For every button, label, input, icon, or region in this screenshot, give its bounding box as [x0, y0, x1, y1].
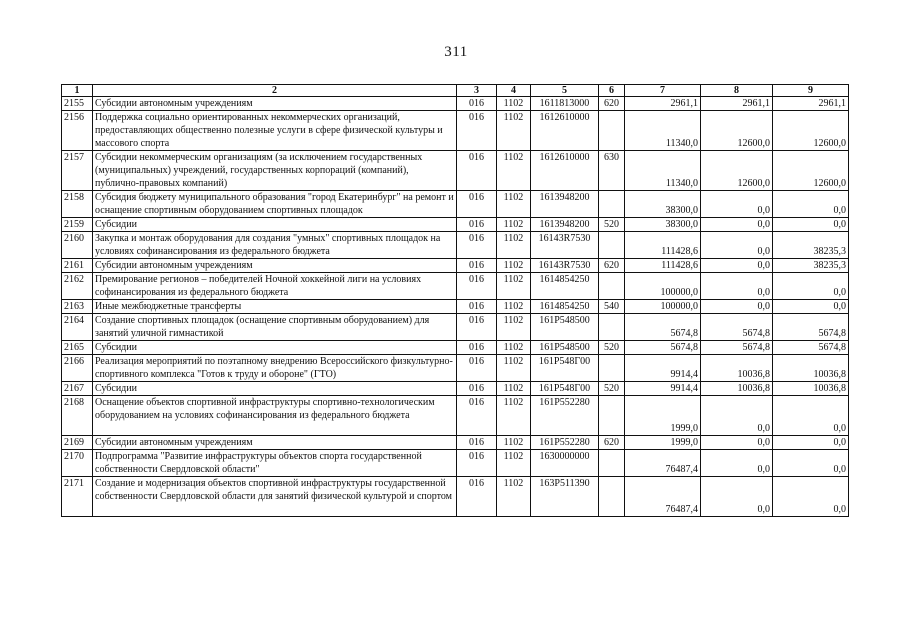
target-article-code: 1613948200 — [531, 191, 599, 218]
column-header: 6 — [599, 85, 625, 97]
section-code: 1102 — [497, 450, 531, 477]
section-code: 1102 — [497, 273, 531, 300]
row-name: Субсидия бюджету муниципального образования "город Екатеринбург" на ремонт и оснащение спортивным оборудованием спортивных площадок — [93, 191, 457, 218]
section-code: 1102 — [497, 191, 531, 218]
amount-2022: 0,0 — [701, 436, 773, 450]
target-article-code: 1630000000 — [531, 450, 599, 477]
amount-2021: 11340,0 — [625, 151, 701, 191]
table-row — [62, 111, 849, 151]
row-name: Субсидии автономным учреждениям — [93, 259, 457, 273]
table-row — [62, 273, 849, 300]
row-number: 2167 — [62, 382, 93, 396]
target-article-code: 1612610000 — [531, 111, 599, 151]
amount-2022: 0,0 — [701, 273, 773, 300]
amount-2021: 111428,6 — [625, 259, 701, 273]
expense-type-code: 620 — [599, 259, 625, 273]
amount-2021: 76487,4 — [625, 477, 701, 517]
row-name: Субсидии — [93, 382, 457, 396]
column-header: 5 — [531, 85, 599, 97]
ministry-code: 016 — [457, 232, 497, 259]
amount-2021: 100000,0 — [625, 300, 701, 314]
target-article-code: 1614854250 — [531, 273, 599, 300]
row-number: 2159 — [62, 218, 93, 232]
expense-type-code — [599, 355, 625, 382]
table-row — [62, 259, 849, 273]
section-code: 1102 — [497, 382, 531, 396]
section-code: 1102 — [497, 355, 531, 382]
row-name: Создание и модернизация объектов спортивной инфраструктуры государственной собственности Свердловской области для занятий физической культурой и спортом — [93, 477, 457, 517]
row-name: Субсидии автономным учреждениям — [93, 436, 457, 450]
column-header: 9 — [773, 85, 849, 97]
column-header: 3 — [457, 85, 497, 97]
amount-2021: 38300,0 — [625, 218, 701, 232]
amount-2023: 5674,8 — [773, 341, 849, 355]
ministry-code: 016 — [457, 218, 497, 232]
row-name: Закупка и монтаж оборудования для создания "умных" спортивных площадок на условиях софинансирования из федерального бюджета — [93, 232, 457, 259]
table-row — [62, 151, 849, 191]
column-header: 2 — [93, 85, 457, 97]
expense-type-code — [599, 396, 625, 436]
table-row — [62, 300, 849, 314]
row-number: 2155 — [62, 97, 93, 111]
table-row — [62, 97, 849, 111]
row-name: Реализация мероприятий по поэтапному внедрению Всероссийского физкультурно-спортивного комплекса "Готов к труду и обороне" (ГТО) — [93, 355, 457, 382]
table-row — [62, 355, 849, 382]
section-code: 1102 — [497, 436, 531, 450]
amount-2023: 0,0 — [773, 450, 849, 477]
amount-2023: 0,0 — [773, 191, 849, 218]
target-article-code: 16143R7530 — [531, 259, 599, 273]
target-article-code: 1614854250 — [531, 300, 599, 314]
amount-2022: 0,0 — [701, 300, 773, 314]
target-article-code: 163P511390 — [531, 477, 599, 517]
amount-2022: 10036,8 — [701, 382, 773, 396]
target-article-code: 1612610000 — [531, 151, 599, 191]
target-article-code: 161P548500 — [531, 341, 599, 355]
amount-2023: 0,0 — [773, 436, 849, 450]
amount-2021: 1999,0 — [625, 436, 701, 450]
table-row — [62, 382, 849, 396]
row-number: 2157 — [62, 151, 93, 191]
expense-type-code — [599, 232, 625, 259]
amount-2022: 0,0 — [701, 450, 773, 477]
table-row — [62, 341, 849, 355]
table-header-row — [62, 85, 849, 97]
row-number: 2169 — [62, 436, 93, 450]
amount-2021: 1999,0 — [625, 396, 701, 436]
row-number: 2162 — [62, 273, 93, 300]
ministry-code: 016 — [457, 111, 497, 151]
expense-type-code — [599, 477, 625, 517]
page-number: 311 — [444, 44, 468, 60]
amount-2023: 2961,1 — [773, 97, 849, 111]
row-name: Премирование регионов – победителей Ночной хоккейной лиги на условиях софинансирования из федерального бюджета — [93, 273, 457, 300]
table-row — [62, 314, 849, 341]
column-header: 4 — [497, 85, 531, 97]
ministry-code: 016 — [457, 382, 497, 396]
target-article-code: 161P548500 — [531, 314, 599, 341]
section-code: 1102 — [497, 218, 531, 232]
amount-2023: 38235,3 — [773, 232, 849, 259]
amount-2021: 38300,0 — [625, 191, 701, 218]
row-number: 2165 — [62, 341, 93, 355]
expense-type-code: 620 — [599, 436, 625, 450]
column-header: 8 — [701, 85, 773, 97]
section-code: 1102 — [497, 314, 531, 341]
amount-2021: 100000,0 — [625, 273, 701, 300]
row-name: Поддержка социально ориентированных некоммерческих организаций, предоставляющих общественно полезные услуги в сфере физической культуры и массового спорта — [93, 111, 457, 151]
expense-type-code: 620 — [599, 97, 625, 111]
amount-2021: 2961,1 — [625, 97, 701, 111]
ministry-code: 016 — [457, 273, 497, 300]
target-article-code: 1611813000 — [531, 97, 599, 111]
ministry-code: 016 — [457, 314, 497, 341]
row-number: 2170 — [62, 450, 93, 477]
section-code: 1102 — [497, 396, 531, 436]
expense-type-code: 520 — [599, 382, 625, 396]
amount-2021: 9914,4 — [625, 355, 701, 382]
amount-2022: 0,0 — [701, 396, 773, 436]
ministry-code: 016 — [457, 436, 497, 450]
amount-2022: 0,0 — [701, 218, 773, 232]
row-number: 2160 — [62, 232, 93, 259]
amount-2021: 111428,6 — [625, 232, 701, 259]
column-header: 1 — [62, 85, 93, 97]
table-row — [62, 450, 849, 477]
row-name: Субсидии — [93, 341, 457, 355]
ministry-code: 016 — [457, 191, 497, 218]
row-number: 2158 — [62, 191, 93, 218]
expense-type-code — [599, 273, 625, 300]
target-article-code: 161P552280 — [531, 436, 599, 450]
target-article-code: 161P548Г00 — [531, 382, 599, 396]
row-name: Создание спортивных площадок (оснащение спортивным оборудованием) для занятий уличной гимнастикой — [93, 314, 457, 341]
section-code: 1102 — [497, 97, 531, 111]
row-name: Оснащение объектов спортивной инфраструктуры спортивно-технологическим оборудованием на условиях софинансирования из федерального бюджета — [93, 396, 457, 436]
row-name: Подпрограмма "Развитие инфраструктуры объектов спорта государственной собственности Свердловской области" — [93, 450, 457, 477]
expense-type-code: 520 — [599, 218, 625, 232]
table-row — [62, 436, 849, 450]
expense-type-code — [599, 191, 625, 218]
amount-2021: 11340,0 — [625, 111, 701, 151]
target-article-code: 1613948200 — [531, 218, 599, 232]
ministry-code: 016 — [457, 259, 497, 273]
amount-2023: 0,0 — [773, 273, 849, 300]
row-number: 2171 — [62, 477, 93, 517]
section-code: 1102 — [497, 300, 531, 314]
section-code: 1102 — [497, 341, 531, 355]
amount-2022: 10036,8 — [701, 355, 773, 382]
amount-2022: 0,0 — [701, 232, 773, 259]
target-article-code: 16143R7530 — [531, 232, 599, 259]
amount-2023: 10036,8 — [773, 382, 849, 396]
table-row — [62, 191, 849, 218]
ministry-code: 016 — [457, 341, 497, 355]
amount-2022: 0,0 — [701, 477, 773, 517]
budget-table — [61, 84, 849, 517]
row-number: 2156 — [62, 111, 93, 151]
expense-type-code — [599, 450, 625, 477]
amount-2023: 0,0 — [773, 396, 849, 436]
column-header: 7 — [625, 85, 701, 97]
table-row — [62, 218, 849, 232]
section-code: 1102 — [497, 111, 531, 151]
section-code: 1102 — [497, 151, 531, 191]
row-number: 2166 — [62, 355, 93, 382]
section-code: 1102 — [497, 477, 531, 517]
amount-2022: 12600,0 — [701, 111, 773, 151]
ministry-code: 016 — [457, 151, 497, 191]
table-row — [62, 477, 849, 517]
amount-2023: 0,0 — [773, 477, 849, 517]
row-name: Субсидии некоммерческим организациям (за исключением государственных (муниципальных) учреждений, государственных корпораций (компаний), публично-правовых компаний) — [93, 151, 457, 191]
amount-2023: 38235,3 — [773, 259, 849, 273]
ministry-code: 016 — [457, 355, 497, 382]
amount-2022: 12600,0 — [701, 151, 773, 191]
section-code: 1102 — [497, 259, 531, 273]
expense-type-code: 540 — [599, 300, 625, 314]
row-number: 2161 — [62, 259, 93, 273]
amount-2023: 5674,8 — [773, 314, 849, 341]
table-row — [62, 232, 849, 259]
amount-2021: 5674,8 — [625, 341, 701, 355]
amount-2022: 2961,1 — [701, 97, 773, 111]
amount-2021: 76487,4 — [625, 450, 701, 477]
row-name: Субсидии автономным учреждениям — [93, 97, 457, 111]
ministry-code: 016 — [457, 396, 497, 436]
section-code: 1102 — [497, 232, 531, 259]
amount-2023: 10036,8 — [773, 355, 849, 382]
table-row — [62, 396, 849, 436]
expense-type-code — [599, 111, 625, 151]
amount-2022: 5674,8 — [701, 314, 773, 341]
row-name: Субсидии — [93, 218, 457, 232]
amount-2023: 12600,0 — [773, 111, 849, 151]
amount-2021: 9914,4 — [625, 382, 701, 396]
amount-2023: 12600,0 — [773, 151, 849, 191]
expense-type-code — [599, 314, 625, 341]
expense-type-code: 630 — [599, 151, 625, 191]
amount-2022: 0,0 — [701, 191, 773, 218]
ministry-code: 016 — [457, 97, 497, 111]
amount-2023: 0,0 — [773, 218, 849, 232]
amount-2021: 5674,8 — [625, 314, 701, 341]
row-number: 2163 — [62, 300, 93, 314]
ministry-code: 016 — [457, 477, 497, 517]
amount-2022: 0,0 — [701, 259, 773, 273]
amount-2022: 5674,8 — [701, 341, 773, 355]
amount-2023: 0,0 — [773, 300, 849, 314]
row-number: 2164 — [62, 314, 93, 341]
row-number: 2168 — [62, 396, 93, 436]
target-article-code: 161P552280 — [531, 396, 599, 436]
row-name: Иные межбюджетные трансферты — [93, 300, 457, 314]
target-article-code: 161P548Г00 — [531, 355, 599, 382]
expense-type-code: 520 — [599, 341, 625, 355]
ministry-code: 016 — [457, 300, 497, 314]
ministry-code: 016 — [457, 450, 497, 477]
